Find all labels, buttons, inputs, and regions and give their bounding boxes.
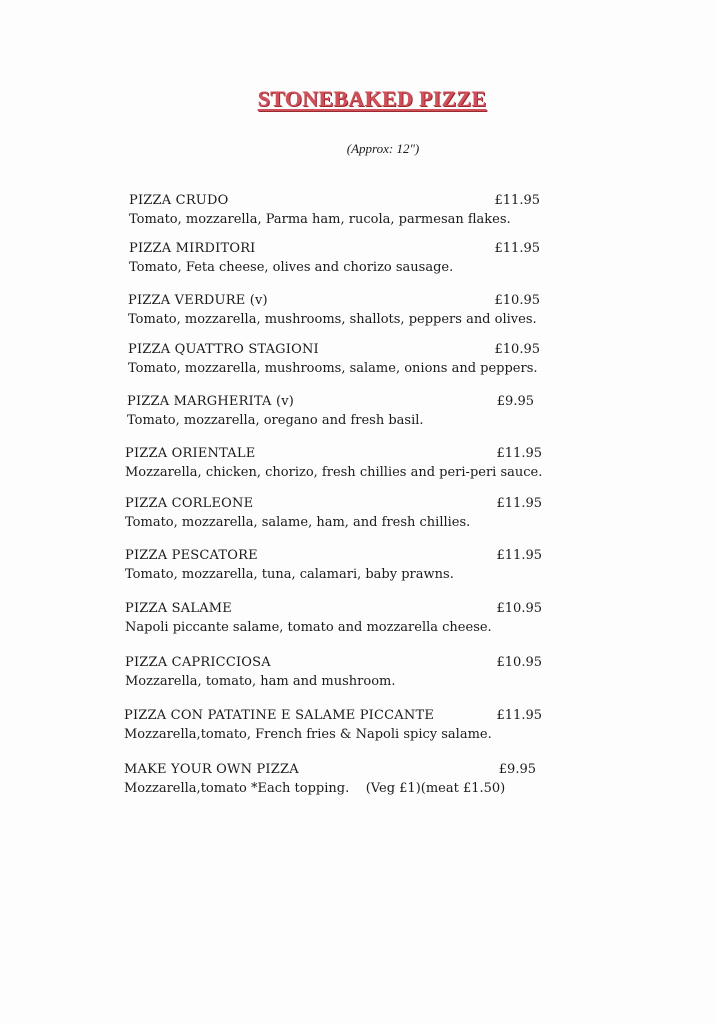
item-name: PIZZA PESCATORE (125, 548, 258, 563)
item-price: £11.95 (494, 193, 540, 208)
menu-item (129, 191, 540, 229)
menu-item (129, 239, 540, 277)
item-description: Mozzarella,tomato *Each topping. (Veg £1)(meat £1.50) (124, 781, 506, 796)
item-price: £11.95 (496, 496, 542, 511)
item-name: PIZZA CORLEONE (125, 496, 254, 511)
item-description: Tomato, mozzarella, mushrooms, salame, onions and peppers. (128, 361, 538, 376)
menu-item (125, 653, 542, 691)
menu-item (127, 392, 534, 430)
item-description: Tomato, mozzarella, salame, ham, and fresh chillies. (125, 515, 471, 530)
item-price: £10.95 (494, 342, 540, 357)
item-price: £11.95 (496, 548, 542, 563)
item-name: PIZZA MIRDITORI (129, 241, 256, 256)
item-description: Tomato, mozzarella, tuna, calamari, baby prawns. (125, 567, 454, 582)
item-name: PIZZA CAPRICCIOSA (125, 655, 271, 670)
item-name: PIZZA CRUDO (129, 193, 229, 208)
item-description: Tomato, mozzarella, mushrooms, shallots, peppers and olives. (128, 312, 537, 327)
item-price: £11.95 (496, 708, 542, 723)
item-name: PIZZA SALAME (125, 601, 232, 616)
menu-item (125, 599, 542, 637)
item-name: PIZZA MARGHERITA (v) (127, 394, 295, 409)
menu-subtitle: (Approx: 12") (346, 141, 420, 156)
menu-item (128, 340, 540, 378)
item-name: PIZZA ORIENTALE (125, 446, 256, 461)
menu-title: STONEBAKED PIZZE (257, 86, 487, 111)
item-price: £9.95 (496, 394, 534, 409)
item-description: Tomato, mozzarella, oregano and fresh basil. (127, 413, 424, 428)
item-description: Mozzarella,tomato, French fries & Napoli spicy salame. (124, 727, 492, 742)
item-price: £10.95 (496, 655, 542, 670)
menu-item (124, 706, 542, 744)
item-name: PIZZA QUATTRO STAGIONI (128, 342, 319, 357)
menu-item (125, 444, 542, 482)
item-name: PIZZA VERDURE (v) (128, 293, 268, 308)
item-description: Tomato, Feta cheese, olives and chorizo sausage. (129, 260, 454, 275)
item-price: £9.95 (498, 762, 536, 777)
item-description: Tomato, mozzarella, Parma ham, rucola, parmesan flakes. (129, 212, 511, 227)
item-price: £11.95 (494, 241, 540, 256)
menu-item (124, 760, 536, 798)
item-name: MAKE YOUR OWN PIZZA (124, 762, 299, 777)
item-price: £10.95 (496, 601, 542, 616)
item-description: Mozzarella, tomato, ham and mushroom. (125, 674, 396, 689)
menu-item (125, 494, 542, 532)
item-description: Napoli piccante salame, tomato and mozzarella cheese. (125, 620, 492, 635)
item-price: £11.95 (496, 446, 542, 461)
menu-item (125, 546, 542, 584)
menu-item (128, 291, 540, 329)
item-name: PIZZA CON PATATINE E SALAME PICCANTE (124, 708, 435, 723)
item-price: £10.95 (494, 293, 540, 308)
item-description: Mozzarella, chicken, chorizo, fresh chillies and peri-peri sauce. (125, 465, 543, 480)
